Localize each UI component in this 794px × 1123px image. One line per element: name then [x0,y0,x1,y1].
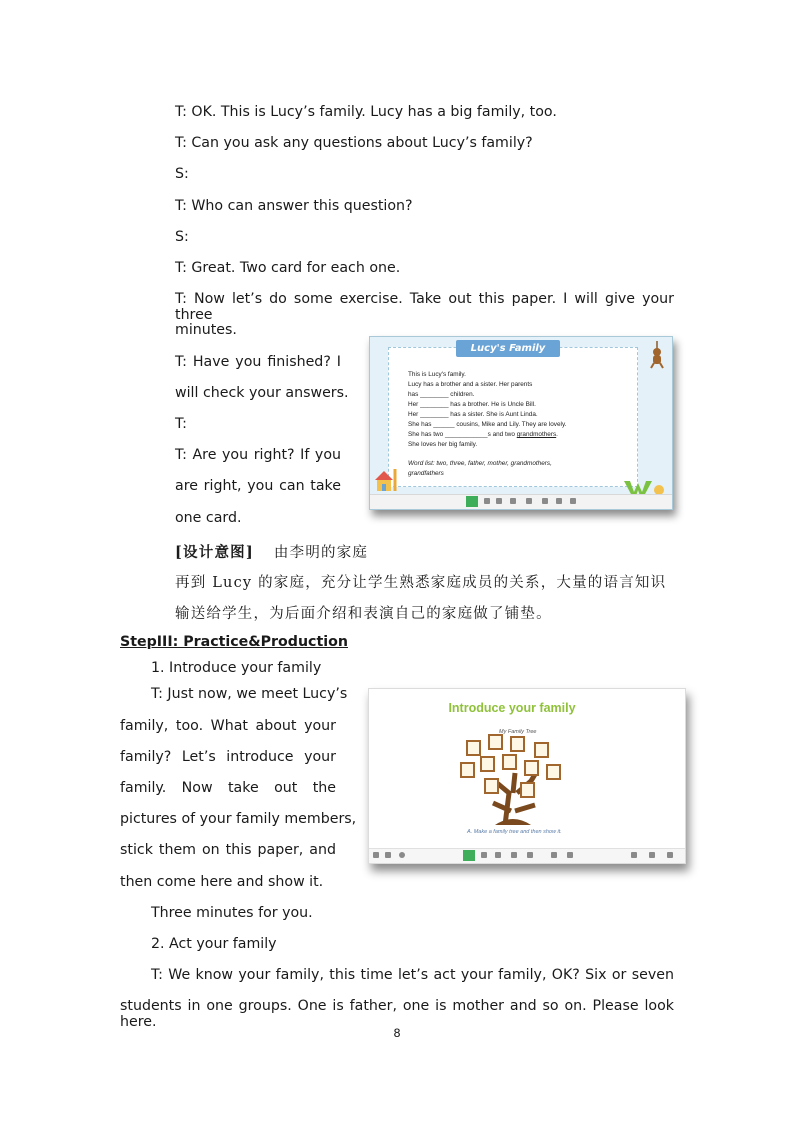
paragraph-line: Three minutes for you. [151,905,313,921]
page-counter-icon[interactable] [649,852,655,858]
slide-banner: Lucy's Family [456,340,560,357]
lucys-family-slide [369,336,673,510]
paragraph-line: stick them on this paper, and [120,842,336,858]
eraser-tool-icon[interactable] [496,498,502,504]
next-page-icon[interactable] [667,852,673,858]
slide-caption: A. Make a family tree and then show it. [467,829,562,835]
tool-icon[interactable] [556,498,562,504]
dialogue-line: T: Who can answer this question? [175,198,413,214]
dialogue-line: T: Can you ask any questions about Lucy’s family? [175,135,533,151]
dialogue-line: T: OK. This is Lucy’s family. Lucy has a big family, too. [175,104,557,120]
worksheet-line: Her ________ has a sister. She is Aunt Linda. [408,411,538,418]
dialogue-line: S: [175,166,189,182]
dialogue-line: T: Have you finished? I [175,354,341,370]
worksheet-line: has ________ children. [408,391,475,398]
tool-icon[interactable] [527,852,533,858]
dialogue-line: T: Now let’s do some exercise. Take out this paper. I will give your three [175,291,674,323]
tool-icon[interactable] [510,498,516,504]
eraser-tool-icon[interactable] [495,852,501,858]
menu-icon[interactable] [373,852,379,858]
dialogue-line: are right, you can take [175,478,341,494]
family-tree-illustration [457,733,569,825]
list-item: 2. Act your family [151,936,277,952]
pen-tool-icon[interactable] [484,498,490,504]
pointer-tool-button[interactable] [463,850,475,861]
tool-icon[interactable] [570,498,576,504]
worksheet-line: This is Lucy's family. [408,371,466,378]
paragraph-line: then come here and show it. [120,874,324,890]
dialogue-line: T: Great. Two card for each one. [175,260,401,276]
pointer-tool-button[interactable] [466,496,478,507]
dialogue-line: T: [175,416,187,432]
design-intent-line: 输送给学生，为后面介绍和表演自己的家庭做了铺垫。 [175,606,552,622]
paragraph-line: pictures of your family members, [120,811,357,827]
paragraph-line: family. Now take out the [120,780,336,796]
word-list: Word list: two, three, father, mother, grandmothers, [408,460,552,467]
worksheet-line: She loves her big family. [408,441,478,448]
paragraph-line: T: We know your family, this time let’s act your family, OK? Six or seven [151,967,674,983]
paragraph-line: family? Let’s introduce your [120,749,336,765]
slide-toolbar [369,848,685,863]
slide-title: Introduce your family [448,701,576,715]
dialogue-line: minutes. [175,322,237,338]
tool-icon[interactable] [385,852,391,858]
dialogue-line: one card. [175,510,242,526]
worksheet-line: Her ________ has a brother. He is Uncle Bill. [408,401,536,408]
dialogue-line: will check your answers. [175,385,349,401]
family-tree-slide [368,688,686,864]
design-intent-line: [设计意图] 由李明的家庭 [175,544,369,561]
worksheet-line: Lucy has a brother and a sister. Her parents [408,381,533,388]
section-heading: StepIII: Practice&Production [120,634,348,650]
slide-subtitle: My Family Tree [499,729,537,735]
pen-tool-icon[interactable] [481,852,487,858]
design-intent-label: [设计意图] [175,544,254,561]
dialogue-line: S: [175,229,189,245]
tool-icon[interactable] [511,852,517,858]
giraffe-house-icon [374,465,400,493]
tool-icon[interactable] [551,852,557,858]
worksheet-line: She has ______ cousins, Mike and Lily. They are lovely. [408,421,567,428]
tool-icon[interactable] [567,852,573,858]
paragraph-line: T: Just now, we meet Lucy’s [151,686,348,702]
slide-toolbar [370,494,672,509]
list-item: 1. Introduce your family [151,660,322,676]
tool-icon[interactable] [542,498,548,504]
prev-page-icon[interactable] [631,852,637,858]
page-number: 8 [393,1026,401,1040]
paragraph-line: family, too. What about your [120,718,336,734]
paragraph-line: students in one groups. One is father, one is mother and so on. Please look here. [120,998,674,1030]
tool-icon[interactable] [526,498,532,504]
monkey-icon [646,341,668,369]
design-intent-line: 再到 Lucy 的家庭，充分让学生熟悉家庭成员的关系，大量的语言知识 [175,575,667,591]
worksheet-line: She has two ____________s and two grandmothers. [408,431,558,438]
word-list: grandfathers [408,470,444,477]
tool-icon[interactable] [399,852,405,858]
dialogue-line: T: Are you right? If you [175,447,341,463]
